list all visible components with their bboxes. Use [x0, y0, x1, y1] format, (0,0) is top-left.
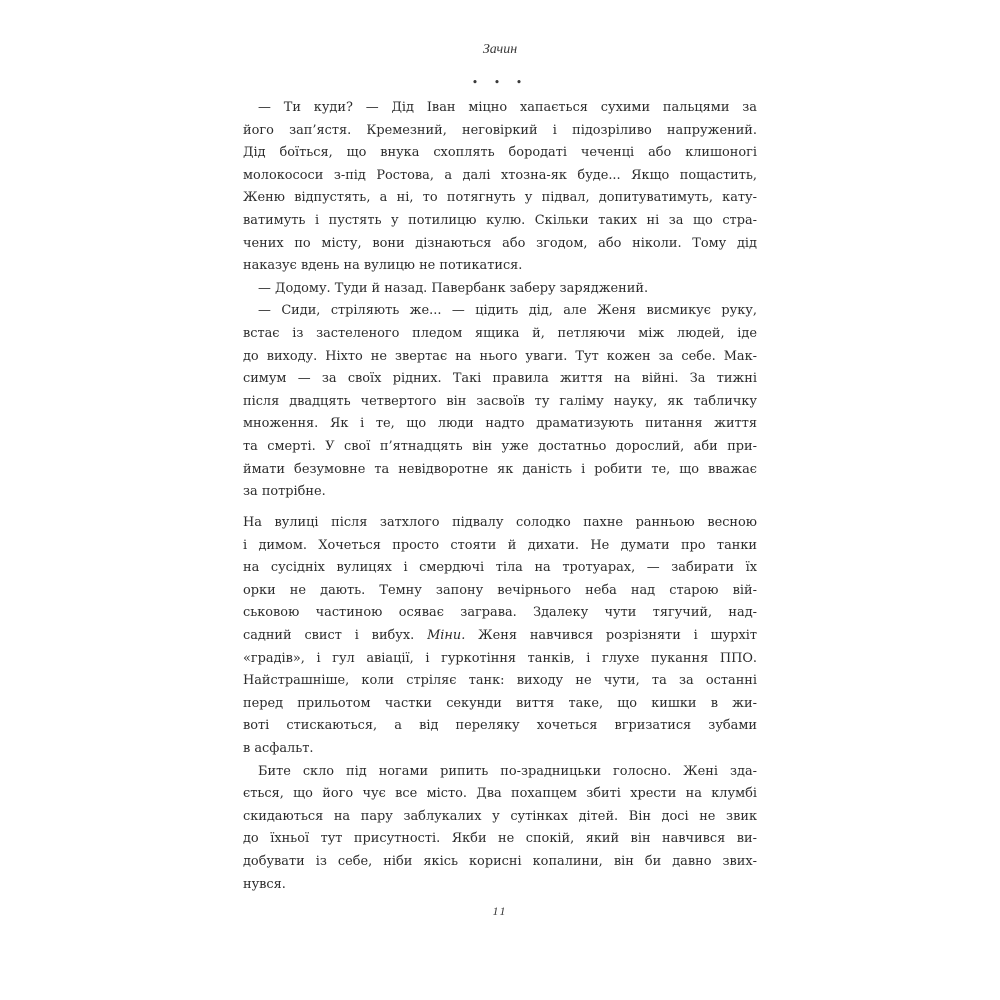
text-line: на сусідніх вулицях і смердючі тіла на тротуарах, — забирати їх	[243, 560, 757, 576]
text-line: множення. Як і те, що люди надто драматизують питання життя	[243, 416, 757, 432]
text-line: за потрібне.	[243, 484, 326, 500]
text-line: встає із застеленого пледом ящика й, петляючи між людей, іде	[243, 325, 757, 341]
text-line: Дід боїться, що внука схоплять бородаті чеченці або клишоногі	[243, 145, 757, 161]
text-line: симум — за своїх рідних. Такі правила життя на війні. За тижні	[243, 371, 757, 387]
text-line: його зап’ястя. Кремезний, неговіркий і підозріливо напружений.	[243, 122, 757, 138]
text-line-mixed	[243, 625, 757, 648]
text-line: — Сиди, стріляють же... — цідить дід, але Женя висмикує руку,	[258, 303, 757, 319]
text-line: молокососи з-під Ростова, а далі хтозна-як буде... Якщо пощастить,	[243, 167, 757, 183]
text-line: в асфальт.	[243, 740, 314, 756]
text-line: — Додому. Туди й назад. Павербанк заберу заряджений.	[258, 280, 649, 296]
text-line: добувати із себе, ніби якісь корисні копалини, він би давно звих-	[243, 853, 757, 869]
text-line: Найстрашніше, коли стріляє танк: виходу не чути, та за останні	[243, 673, 757, 689]
text-line: ватимуть і пустять у потилицю кулю. Скільки таких ні за що стра-	[243, 212, 757, 228]
text-block-1	[243, 97, 757, 504]
text-block-2	[243, 512, 757, 896]
text-line: до виходу. Ніхто не звертає на нього уваги. Тут кожен за себе. Мак-	[243, 348, 757, 364]
text-line: чених по місту, вони дізнаються або згодом, або ніколи. Тому дід	[243, 235, 757, 251]
text-line: — Ти куди? — Дід Іван міцно хапається сухими пальцями за	[258, 100, 757, 115]
text-line: і димом. Хочеться просто стояти й дихати. Не думати про танки	[243, 537, 757, 553]
text-line: Женю відпустять, а ні, то потягнуть у підвал, допитуватимуть, кату-	[243, 190, 757, 206]
text-line: воті стискаються, а від переляку хочеться вгризатися зубами	[243, 718, 757, 734]
text-line: до їхньої тут присутності. Якби не спокій, який він навчився ви-	[243, 831, 757, 847]
section-separator: • • •	[471, 76, 529, 89]
text-line: Бите скло під ногами рипить по-зрадницьки голосно. Жені зда-	[258, 763, 757, 779]
text-line: «градів», і гул авіації, і гуркотіння танків, і глухе пукання ППО.	[243, 650, 757, 666]
text-line: ється, що його чує все місто. Два похапцем збиті хрести на клумбі	[243, 786, 757, 802]
text-line: після двадцять четвертого він засвоїв ту галіму науку, як табличку	[243, 393, 757, 409]
italic-word: Міни.	[427, 627, 466, 643]
text-line: та смерті. У свої п’ятнадцять він уже достатньо дорослий, аби при-	[243, 438, 757, 454]
running-title: Зачин	[482, 42, 518, 57]
text-line: скидаються на пару заблукалих у сутінках дітей. Він досі не звик	[243, 808, 757, 824]
text-line: ськовою частиною осяває заграва. Здалеку чути тягучий, над-	[243, 605, 757, 621]
text-line: нувся.	[243, 876, 286, 892]
text-run: садний свист і вибух.	[243, 627, 428, 643]
text-line: ймати безумовне та невідворотне як даність і робити те, що вважає	[243, 461, 757, 477]
text-line: На вулиці після затхлого підвалу солодко пахне ранньою весною	[243, 515, 757, 530]
text-line: орки не дають. Темну запону вечірнього неба над старою вій-	[243, 582, 757, 598]
text-line: перед прильотом частки секунди виття таке, що кишки в жи-	[243, 695, 757, 711]
text-line: наказує вдень на вулицю не потикатися.	[243, 258, 523, 274]
page-number: 11	[492, 904, 508, 918]
text-run: Женя навчився розрізняти і шурхіт	[465, 627, 757, 643]
